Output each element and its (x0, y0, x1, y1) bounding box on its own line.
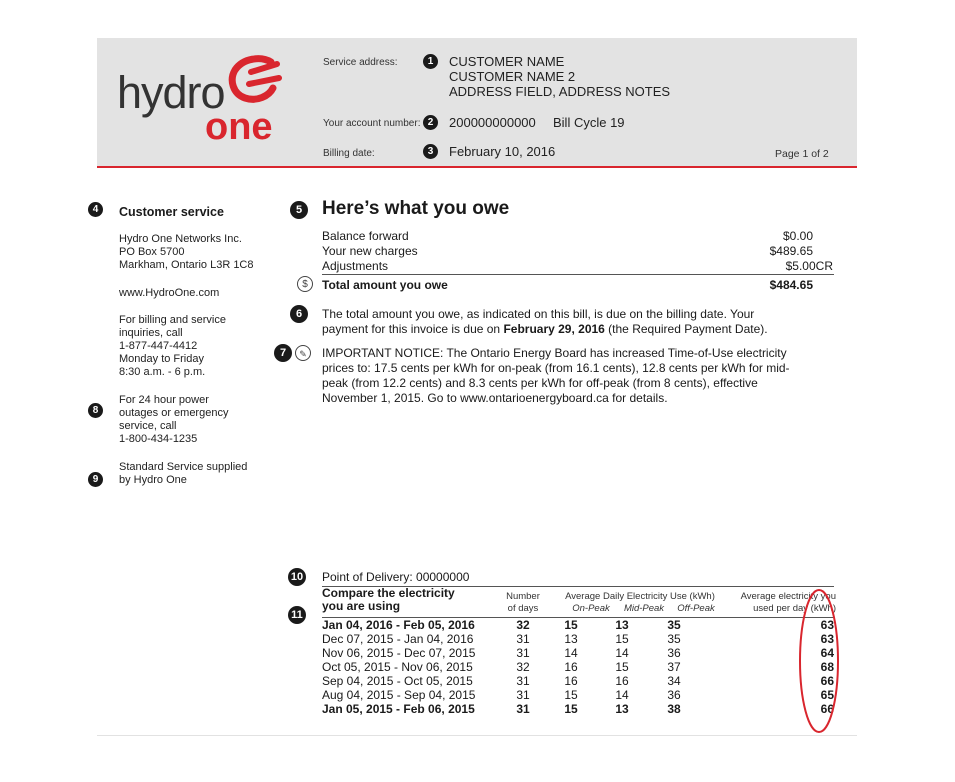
usage-cell-period: Aug 04, 2015 - Sep 04, 2015 (322, 688, 476, 702)
account-number: 200000000000 (449, 115, 536, 130)
usage-cell-period: Sep 04, 2015 - Oct 05, 2015 (322, 674, 473, 688)
hydro-one-logo-icon (221, 54, 283, 106)
badge-3: 3 (423, 144, 438, 159)
outage-line: For 24 hour power (119, 394, 209, 406)
usage-cell-avg: 64 (820, 646, 834, 660)
usage-cell-on: 14 (564, 646, 578, 660)
usage-cell-period: Oct 05, 2015 - Nov 06, 2015 (322, 660, 473, 674)
bill-cycle: Bill Cycle 19 (553, 115, 625, 130)
usage-cell-period: Jan 04, 2016 - Feb 05, 2016 (322, 618, 475, 632)
table-row (320, 702, 836, 716)
dollar-icon: $ (297, 276, 313, 292)
customer-service-title: Customer service (119, 205, 224, 219)
usage-cell-on: 16 (564, 660, 578, 674)
badge-2: 2 (423, 115, 438, 130)
usage-title-line-2: you are using (322, 599, 401, 613)
usage-cell-avg: 65 (820, 688, 834, 702)
address-line: Markham, Ontario L3R 1C8 (119, 259, 254, 271)
avg-kwh-header-line-1: Average electricity you (740, 591, 836, 602)
total-value: $484.65 (769, 278, 813, 292)
adjustments-value: $5.00CR (785, 259, 833, 273)
notice-line: prices to: 17.5 cents per kWh for on-peak (from 16.1 cents), 12.8 cents per kWh for mid- (322, 361, 790, 375)
badge-6: 6 (290, 305, 308, 323)
usage-cell-avg: 68 (820, 660, 834, 674)
required-payment-date: February 29, 2016 (503, 322, 605, 336)
service-line-1: CUSTOMER NAME (449, 54, 565, 69)
due-text-c: (the Required Payment Date). (604, 322, 768, 336)
table-row (320, 618, 836, 632)
customer-service-address (119, 233, 254, 272)
avg-kwh-header-line-2: used per day (kWh) (753, 603, 836, 614)
usage-cell-off: 38 (667, 702, 681, 716)
days-header-line-2: of days (507, 603, 539, 614)
due-text-a: payment for this invoice is due on (322, 322, 504, 336)
usage-cell-avg: 63 (820, 618, 834, 632)
service-line-3: ADDRESS FIELD, ADDRESS NOTES (449, 84, 671, 99)
usage-cell-off: 35 (667, 632, 681, 646)
days-header-line-1: Number (506, 591, 540, 602)
billing-date: February 10, 2016 (449, 144, 556, 159)
usage-cell-period: Jan 05, 2015 - Feb 06, 2015 (322, 702, 475, 716)
usage-cell-days: 31 (516, 646, 530, 660)
address-line: PO Box 5700 (119, 246, 185, 258)
supply-line: Standard Service supplied (119, 461, 248, 473)
usage-cell-on: 13 (564, 632, 578, 646)
days-header (500, 591, 546, 615)
off-peak-header: Off-Peak (677, 603, 715, 614)
usage-cell-avg: 66 (820, 702, 834, 716)
bill-header (97, 38, 857, 168)
billing-line: 8:30 a.m. - 6 p.m. (119, 366, 206, 378)
usage-cell-days: 31 (516, 632, 530, 646)
address-line: Hydro One Networks Inc. (119, 233, 242, 245)
badge-7: 7 (274, 344, 292, 362)
usage-cell-days: 32 (516, 660, 530, 674)
balance-forward-value: $0.00 (782, 229, 813, 243)
outage-phone: 1-800-434-1235 (119, 433, 198, 445)
avg-daily-header: Average Daily Electricity Use (kWh) (565, 591, 715, 602)
usage-cell-mid: 14 (615, 646, 629, 660)
usage-cell-off: 35 (667, 618, 681, 632)
usage-title (322, 587, 455, 613)
usage-cell-mid: 13 (615, 618, 629, 632)
outage-contact (119, 394, 228, 446)
usage-cell-off: 37 (667, 660, 681, 674)
badge-8: 8 (88, 403, 103, 418)
standard-service (119, 461, 247, 487)
adjustments-label: Adjustments (322, 259, 389, 273)
total-label: Total amount you owe (322, 278, 448, 292)
owe-title: Here’s what you owe (322, 198, 510, 219)
usage-cell-off: 36 (667, 646, 681, 660)
notice-line: IMPORTANT NOTICE: The Ontario Energy Board has increased Time-of-Use electricity (322, 346, 787, 360)
usage-cell-days: 31 (516, 674, 530, 688)
edit-notice-icon: ✎ (295, 345, 311, 361)
balance-forward-label: Balance forward (322, 229, 409, 243)
table-row (320, 632, 836, 646)
billing-date-label: Billing date: (323, 148, 375, 159)
billing-line: inquiries, call (119, 327, 183, 339)
usage-cell-avg: 66 (820, 674, 834, 688)
usage-cell-on: 15 (564, 702, 578, 716)
usage-cell-mid: 13 (615, 702, 629, 716)
usage-cell-avg: 63 (820, 632, 834, 646)
usage-cell-period: Nov 06, 2015 - Dec 07, 2015 (322, 646, 476, 660)
service-address (449, 54, 670, 99)
badge-5: 5 (290, 201, 308, 219)
table-row (320, 688, 836, 702)
due-line-1: The total amount you owe, as indicated on this bill, is due on the billing date. Your (322, 307, 755, 321)
usage-cell-off: 36 (667, 688, 681, 702)
usage-cell-on: 16 (564, 674, 578, 688)
usage-cell-mid: 16 (615, 674, 629, 688)
usage-cell-off: 34 (667, 674, 681, 688)
usage-cell-mid: 15 (615, 660, 629, 674)
highlight-ellipse (795, 586, 843, 736)
account-number-label: Your account number: (323, 118, 421, 129)
due-text (322, 307, 842, 337)
billing-contact (119, 314, 226, 379)
badge-10: 10 (288, 568, 306, 586)
usage-cell-days: 31 (516, 702, 530, 716)
on-peak-header: On-Peak (572, 603, 610, 614)
notice-line: November 1, 2015. Go to www.ontarioenergyboard.ca for details. (322, 391, 668, 405)
logo-hydro-text: hydro (117, 67, 225, 118)
usage-cell-mid: 15 (615, 632, 629, 646)
usage-cell-mid: 14 (615, 688, 629, 702)
outage-line: outages or emergency (119, 407, 229, 419)
supply-line: by Hydro One (119, 474, 187, 486)
mid-peak-header: Mid-Peak (623, 603, 665, 614)
usage-cell-days: 31 (516, 688, 530, 702)
badge-9: 9 (88, 472, 103, 487)
point-of-delivery: Point of Delivery: 00000000 (322, 570, 470, 584)
badge-1: 1 (423, 54, 438, 69)
new-charges-value: $489.65 (769, 244, 813, 258)
important-notice (322, 346, 842, 406)
notice-line: peak (from 12.2 cents) and 8.3 cents per kWh for off-peak (from 8 cents), effective (322, 376, 758, 390)
usage-cell-days: 32 (516, 618, 530, 632)
billing-line: Monday to Friday (119, 353, 204, 365)
new-charges-label: Your new charges (322, 244, 418, 258)
table-row (320, 660, 836, 674)
usage-table (320, 618, 836, 716)
service-address-label: Service address: (323, 57, 398, 68)
usage-cell-on: 15 (564, 618, 578, 632)
page-indicator: Page 1 of 2 (775, 148, 829, 160)
badge-11: 11 (288, 606, 306, 624)
table-row (320, 646, 836, 660)
usage-cell-period: Dec 07, 2015 - Jan 04, 2016 (322, 632, 474, 646)
usage-cell-on: 15 (564, 688, 578, 702)
badge-4: 4 (88, 202, 103, 217)
outage-line: service, call (119, 420, 177, 432)
logo-one-text: one (205, 106, 273, 148)
service-line-2: CUSTOMER NAME 2 (449, 69, 576, 84)
due-line-2 (322, 322, 842, 337)
billing-line: For billing and service (119, 314, 226, 326)
billing-phone: 1-877-447-4412 (119, 340, 198, 352)
usage-title-line-1: Compare the electricity (322, 586, 455, 600)
highlight-ellipse-shape (800, 590, 838, 732)
total-divider (322, 274, 834, 275)
table-row (320, 674, 836, 688)
website-link[interactable]: www.HydroOne.com (119, 287, 220, 299)
footer-divider (97, 735, 857, 736)
